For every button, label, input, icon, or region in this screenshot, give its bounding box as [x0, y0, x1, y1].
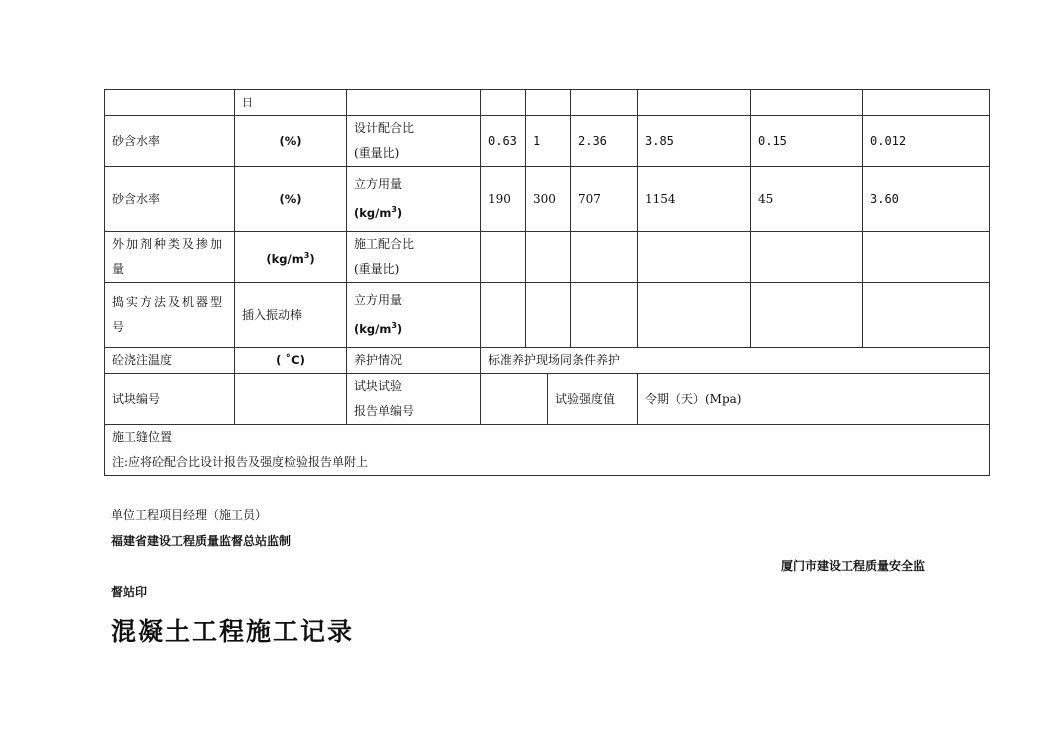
value-cell: 0.15: [751, 116, 863, 167]
table-row: [105, 283, 990, 348]
table-row: [105, 232, 990, 283]
param-cell: 立方用量 $(kg/m^3)$: [347, 283, 481, 348]
value-cell: 300: [526, 167, 571, 232]
value-cell: 1: [526, 116, 571, 167]
value-cell: 0.012: [863, 116, 990, 167]
param-cell: 立方用量 $(kg/m^3)$: [347, 167, 481, 232]
value-cell: 190: [481, 167, 526, 232]
value-cell: 2.36: [571, 116, 638, 167]
table-row: [105, 425, 990, 476]
value-cell: 3.60: [863, 167, 990, 232]
value-cell: 1154: [638, 167, 751, 232]
city-line: 厦门市建设工程质量安全监: [781, 559, 926, 573]
document-title: 混凝土工程施工记录: [111, 617, 355, 646]
unit-cell: (%): [235, 167, 347, 232]
param-cell: 设计配合比 (重量比): [347, 116, 481, 167]
province-line: 福建省建设工程质量监督总站监制: [111, 534, 292, 548]
row-label: 试块编号: [105, 374, 235, 425]
table-row: [105, 348, 990, 374]
strength-label: 试验强度值: [548, 374, 638, 425]
compaction-method: 插入振动棒: [235, 283, 347, 348]
table-row: [105, 167, 990, 232]
param-cell: 施工配合比 (重量比): [347, 232, 481, 283]
manager-line: 单位工程项目经理（施工员）: [111, 508, 268, 522]
table-row: [105, 90, 990, 116]
row-label: 捣实方法及机器型 号: [105, 283, 235, 348]
row-label: 砂含水率: [105, 116, 235, 167]
unit-cell: (%): [235, 116, 347, 167]
age-label: 令期（天）(Mpa): [638, 374, 990, 425]
unit-cell: ( ˚C): [235, 348, 347, 374]
param-cell: 试块试验 报告单编号: [347, 374, 481, 425]
curing-condition: 标准养护现场同条件养护: [481, 348, 990, 374]
value-cell: 707: [571, 167, 638, 232]
table-row: [105, 374, 990, 425]
day-label: 日: [235, 90, 347, 116]
row-label: 外加剂种类及掺加 量: [105, 232, 235, 283]
param-cell: 养护情况: [347, 348, 481, 374]
stamp-line: 督站印: [111, 585, 148, 599]
construction-record-table: [104, 89, 990, 476]
unit-cell: $(kg/m^3)$: [235, 232, 347, 283]
row-label: 砂含水率: [105, 167, 235, 232]
value-cell: 3.85: [638, 116, 751, 167]
value-cell: 45: [751, 167, 863, 232]
value-cell: 0.63: [481, 116, 526, 167]
row-label: 砼浇注温度: [105, 348, 235, 374]
notes-cell: 施工缝位置 注:应将砼配合比设计报告及强度检验报告单附上: [105, 425, 990, 476]
table-row: [105, 116, 990, 167]
